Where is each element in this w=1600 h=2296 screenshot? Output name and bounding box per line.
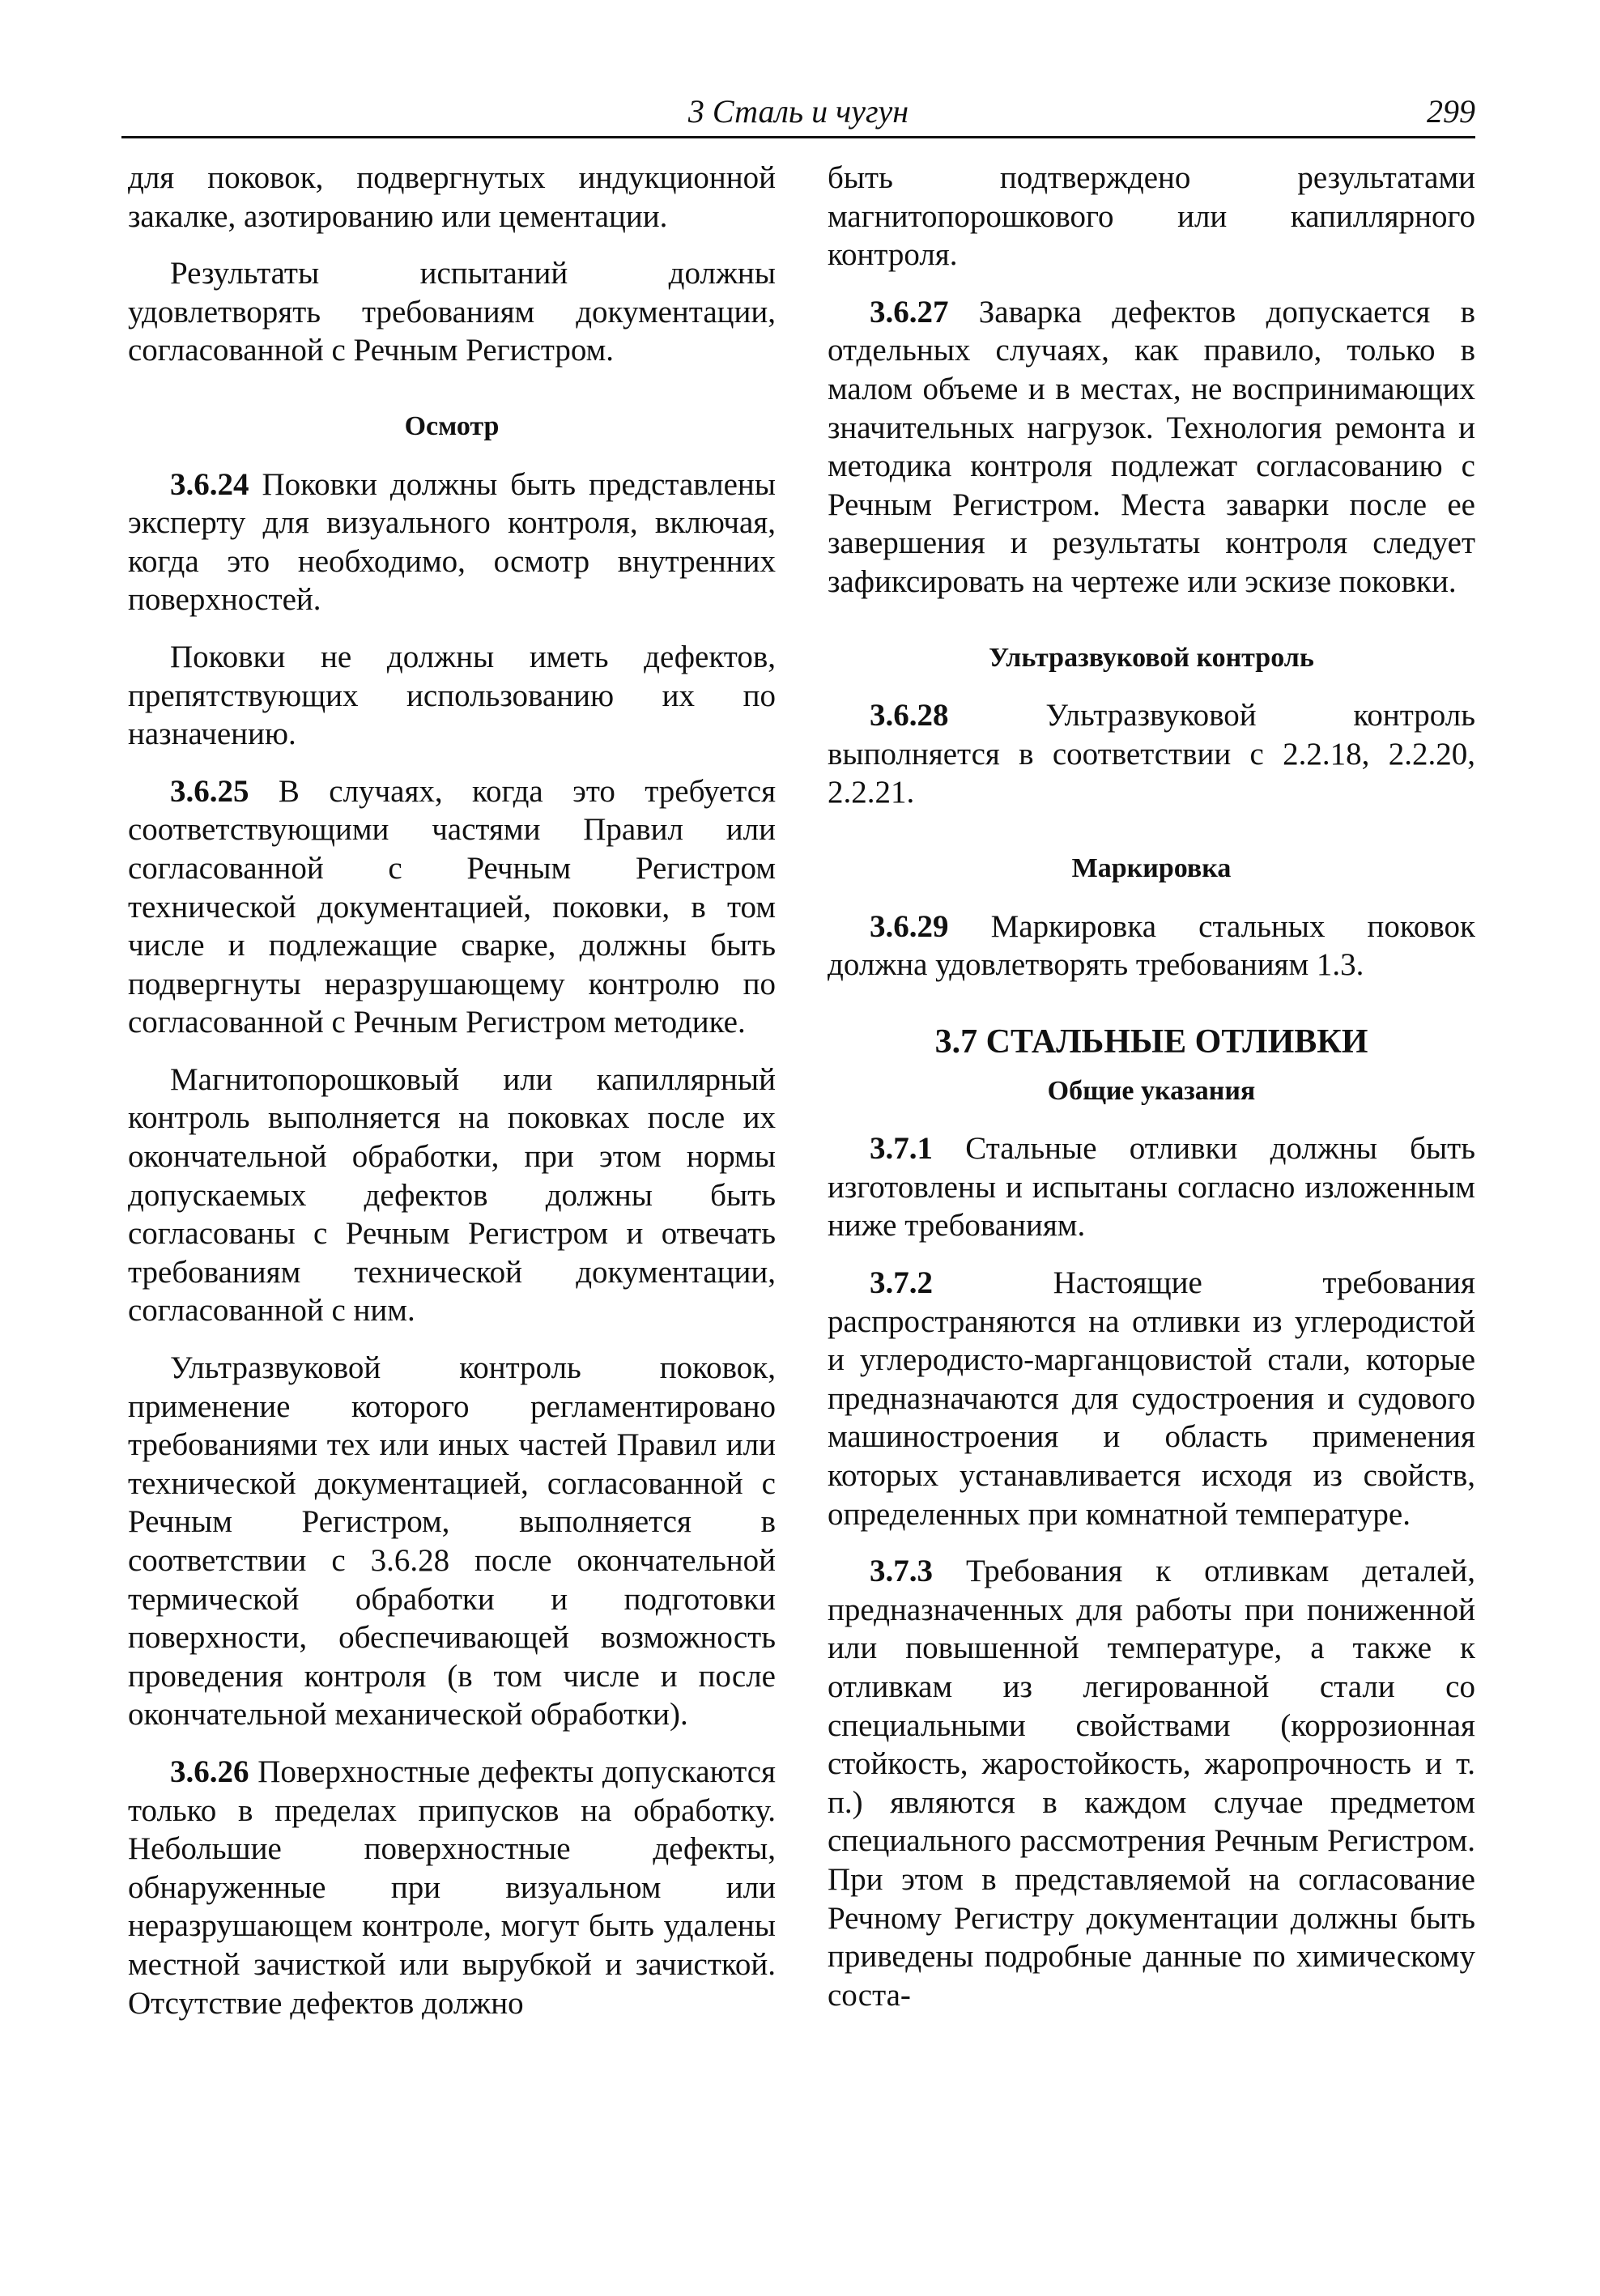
clause-number: 3.7.1	[870, 1131, 933, 1167]
page-number: 299	[1427, 93, 1475, 130]
clause-text: Поверхностные дефекты допускаются только в пределах припусков на обработку. Небольшие поверхностные дефекты, обнаруженные при визуальном или неразрушающем контроле, могут быть удалены местной зачисткой или вырубкой и зачисткой. Отсутствие дефектов должно	[128, 1754, 776, 2021]
clause-text: Ультразвуковой контроль выполняется в соответствии с 2.2.18, 2.2.20, 2.2.21.	[828, 698, 1475, 810]
clause-3-6-25	[128, 772, 776, 1042]
clause-3-7-3	[828, 1552, 1475, 2014]
clause-3-6-24	[128, 466, 776, 619]
clause-number: 3.7.2	[870, 1265, 933, 1301]
chapter-title: 3 Сталь и чугун	[687, 93, 909, 130]
paragraph: Поковки не должны иметь дефектов, препятствующих использованию их по назначению.	[128, 639, 776, 752]
paragraph: Магнитопорошковый или капиллярный контроль выполняется на поковках после их окончательной обработки, при этом нормы допускаемых дефектов должны быть согласованы с Речным Регистром и отвечать требованиям технической документации, согласованной с ним.	[128, 1061, 776, 1329]
left-column	[128, 159, 776, 2041]
clause-text: Стальные отливки должны быть изготовлены и испытаны согласно изложенным ниже требованиям.	[828, 1131, 1475, 1244]
clause-3-6-28	[828, 696, 1475, 812]
subheading-osmotr: Осмотр	[404, 410, 500, 441]
right-column	[828, 159, 1475, 2033]
clause-text: Маркировка стальных поковок должна удовлетворять требованиям 1.3.	[828, 908, 1475, 983]
clause-number: 3.6.29	[870, 908, 949, 944]
clause-3-7-1	[828, 1129, 1475, 1245]
paragraph-continuation: быть подтверждено результатами магнитопорошкового или капиллярного контроля.	[828, 160, 1475, 273]
clause-text: Требования к отливкам деталей, предназначенных для работы при пониженной или повышенной температуре, а также к отливкам из легированной стали со специальными свойствами (коррозионная стойкость, жаростойкость, жаропрочность и т. п.) являются в каждом случае предметом специального рассмотрения Речным Регистром. При этом в представляемой на согласование Речному Регистру документации должны быть приведены подробные данные по химическому соста-	[828, 1554, 1476, 2013]
section-heading: 3.7 СТАЛЬНЫЕ ОТЛИВКИ	[934, 1023, 1368, 1061]
clause-text: Заварка дефектов допускается в отдельных случаях, как правило, только в малом объеме и в местах, не воспринимающих значительных нагрузок. Технология ремонта и методика контроля подлежат согласованию с Речным Регистром. Места заварки после ее завершения и результаты контроля следует зафиксировать на чертеже или эскизе поковки.	[828, 294, 1475, 599]
clause-3-7-2	[828, 1264, 1475, 1533]
clause-text: Поковки должны быть представлены эксперту для визуального контроля, включая, когда это необходимо, осмотр внутренних поверхностей.	[128, 466, 776, 618]
clause-3-6-29	[828, 908, 1475, 984]
paragraph: Результаты испытаний должны удовлетворять требованиям документации, согласованной с Речным Регистром.	[128, 256, 776, 368]
paragraph: Ультразвуковой контроль поковок, применение которого регламентировано требованиями тех или иных частей Правил или технической документацией, согласованной с Речным Регистром, выполняется в соответствии с 3.6.28 после окончательной термической обработки и подготовки поверхности, обеспечивающей возможность проведения контроля (в том числе и после окончательной механической обработки).	[128, 1350, 776, 1733]
subheading-general: Общие указания	[1047, 1075, 1256, 1106]
clause-number: 3.6.27	[870, 294, 949, 330]
subheading-marking: Маркировка	[1071, 852, 1232, 883]
clause-number: 3.6.24	[170, 466, 249, 502]
clause-number: 3.6.25	[170, 773, 249, 809]
subheading-ultrasound: Ультразвуковой контроль	[989, 642, 1314, 673]
clause-text: В случаях, когда это требуется соответствующими частями Правил или согласованной с Речным Регистром технической документацией, поковки, в том числе и подлежащие сварке, должны быть подвергнуты неразрушающему контролю по согласованной с Речным Регистром методике.	[128, 773, 777, 1040]
clause-number: 3.6.26	[170, 1754, 249, 1789]
paragraph-continuation: для поковок, подвергнутых индукционной закалке, азотированию или цементации.	[128, 160, 776, 234]
clause-number: 3.6.28	[870, 698, 949, 733]
running-header	[121, 87, 1475, 138]
clause-text: Настоящие требования распространяются на отливки из углеродистой и углеродисто-марганцовистой стали, которые предназначаются для судостроения и судового машиностроения и область применения которых устанавливается исходя из свойств, определенных при комнатной температуре.	[828, 1265, 1475, 1532]
clause-3-6-27	[828, 293, 1475, 602]
clause-3-6-26	[128, 1753, 776, 2022]
clause-number: 3.7.3	[870, 1554, 933, 1589]
